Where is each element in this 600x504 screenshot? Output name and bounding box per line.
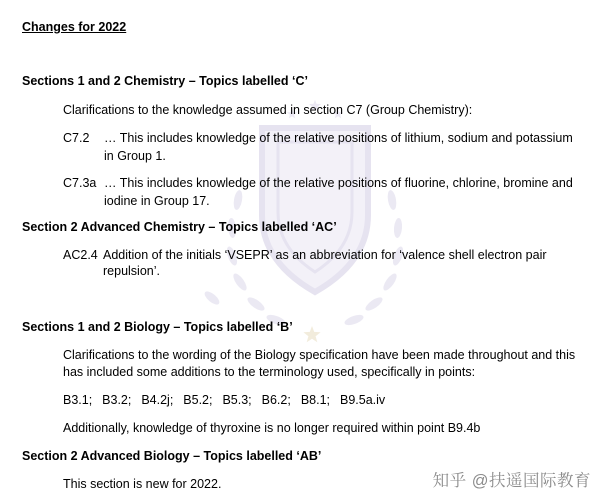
- advanced-biology-note: This section is new for 2022.: [63, 477, 222, 491]
- item-text: [104, 174, 573, 210]
- biology-heading: Sections 1 and 2 Biology – Topics labelled ‘B’: [22, 320, 293, 334]
- item-text-line: in Group 1.: [104, 149, 166, 163]
- biology-intro: [63, 347, 575, 381]
- item-text: [104, 129, 573, 165]
- biology-point: B3.2;: [102, 393, 132, 407]
- item-code: C7.2: [63, 131, 90, 145]
- item-text-line: Addition of the initials ‘VSEPR’ as an abbreviation for ‘valence shell electron pair: [103, 248, 547, 262]
- advanced-biology-heading: Section 2 Advanced Biology – Topics labelled ‘AB’: [22, 449, 322, 463]
- item-text: [103, 247, 547, 279]
- biology-point: B4.2j;: [141, 393, 174, 407]
- item-text-line: … This includes knowledge of the relative positions of lithium, sodium and potassium: [104, 131, 573, 145]
- item-text-line: … This includes knowledge of the relative positions of fluorine, chlorine, bromine and: [104, 176, 573, 190]
- chemistry-heading: Sections 1 and 2 Chemistry – Topics labelled ‘C’: [22, 74, 308, 88]
- biology-intro-line: Clarifications to the wording of the Biology specification have been made throughout and this: [63, 348, 576, 362]
- biology-point: B6.2;: [261, 393, 291, 407]
- biology-point: B9.5a.iv: [339, 393, 386, 407]
- biology-point: B5.3;: [222, 393, 252, 407]
- chemistry-item-c7-2: [63, 129, 573, 165]
- biology-note: Additionally, knowledge of thyroxine is no longer required within point B9.4b: [63, 421, 481, 435]
- crest-bottom-star: [303, 326, 320, 342]
- biology-point: B3.1;: [63, 393, 93, 407]
- chemistry-item-c7-3a: [63, 174, 573, 210]
- page-title: Changes for 2022: [22, 20, 127, 34]
- biology-point: B5.2;: [183, 393, 213, 407]
- biology-points-list: [63, 392, 392, 409]
- chemistry-intro: Clarifications to the knowledge assumed in section C7 (Group Chemistry):: [63, 103, 473, 117]
- item-code: C7.3a: [63, 176, 97, 190]
- biology-point: B8.1;: [300, 393, 330, 407]
- zhihu-watermark: 知乎 @扶遥国际教育: [432, 472, 591, 490]
- item-text-line: repulsion’.: [103, 264, 160, 278]
- item-code: AC2.4: [63, 248, 98, 262]
- biology-intro-line: has included some additions to the terminology used, specifically in points:: [63, 365, 476, 379]
- advanced-chemistry-item-ac2-4: [63, 247, 547, 279]
- advanced-chemistry-heading: Section 2 Advanced Chemistry – Topics labelled ‘AC’: [22, 220, 337, 234]
- item-text-line: iodine in Group 17.: [104, 194, 210, 208]
